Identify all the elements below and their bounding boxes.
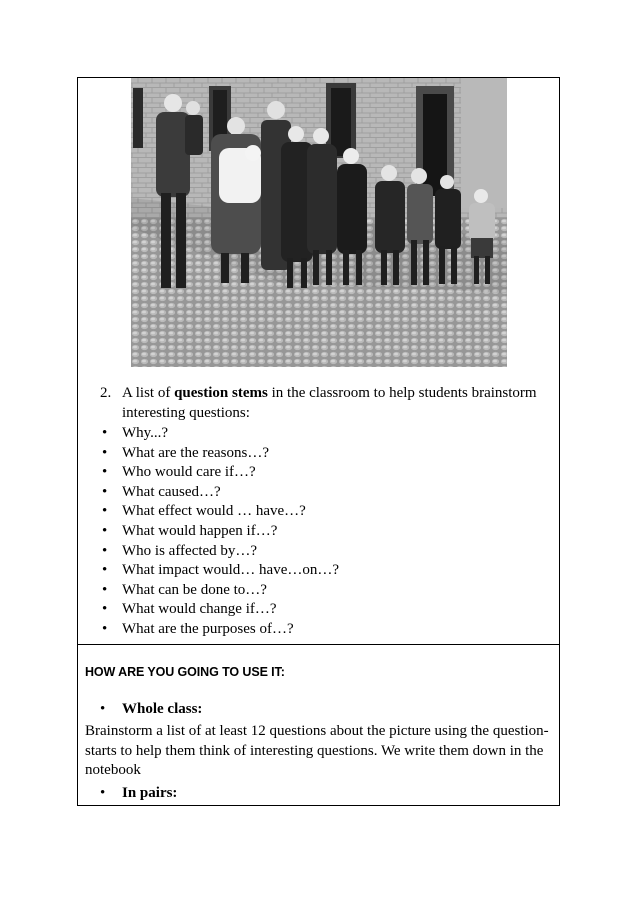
bullet-icon: •	[100, 701, 106, 717]
numbered-item-question-stems	[100, 384, 550, 423]
bullet-icon: •	[102, 483, 108, 500]
list-item: • What impact would… have…on…?	[100, 561, 540, 581]
family-photo	[131, 78, 507, 367]
bullet-icon: •	[102, 503, 108, 520]
table-cell-usage	[78, 645, 559, 805]
list-item: • Why...?	[100, 424, 540, 444]
whole-class-text: Brainstorm a list of at least 12 questions about the picture using the question-starts to help them think of interesting questions. We write them down in the notebook	[85, 723, 549, 778]
list-number: 2.	[100, 385, 112, 401]
question-stems-list	[100, 424, 540, 640]
list-item: • What are the purposes of…?	[100, 620, 540, 640]
bullet-icon: •	[102, 464, 108, 481]
table-cell-resources	[78, 78, 559, 645]
bullet-icon: •	[100, 785, 106, 801]
list-item: • Who is affected by…?	[100, 542, 540, 562]
bullet-icon: •	[102, 542, 108, 559]
bullet-icon: •	[102, 425, 108, 441]
usage-heading: HOW ARE YOU GOING TO USE IT:	[85, 665, 285, 679]
bullet-icon: •	[102, 562, 108, 579]
bullet-icon: •	[102, 601, 108, 618]
list-item: • Who would care if…?	[100, 463, 540, 483]
question-stems-bold: question stems	[174, 385, 268, 401]
list-item: • What caused…?	[100, 483, 540, 503]
document-table	[77, 77, 560, 806]
bullet-icon: •	[102, 444, 108, 461]
bullet-icon: •	[102, 620, 108, 637]
list-item: • What would happen if…?	[100, 522, 540, 542]
list-item: • What are the reasons…?	[100, 444, 540, 464]
whole-class-label: • Whole class:	[100, 701, 203, 717]
bullet-icon: •	[102, 581, 108, 598]
bullet-icon: •	[102, 522, 108, 539]
list-item: • What effect would … have…?	[100, 502, 540, 522]
question-stems-intro: A list of question stems in the classroom to help students brainstorm interesting questions:	[122, 385, 537, 421]
in-pairs-label: • In pairs:	[100, 785, 178, 801]
list-item: • What would change if…?	[100, 600, 540, 620]
list-item: • What can be done to…?	[100, 581, 540, 601]
